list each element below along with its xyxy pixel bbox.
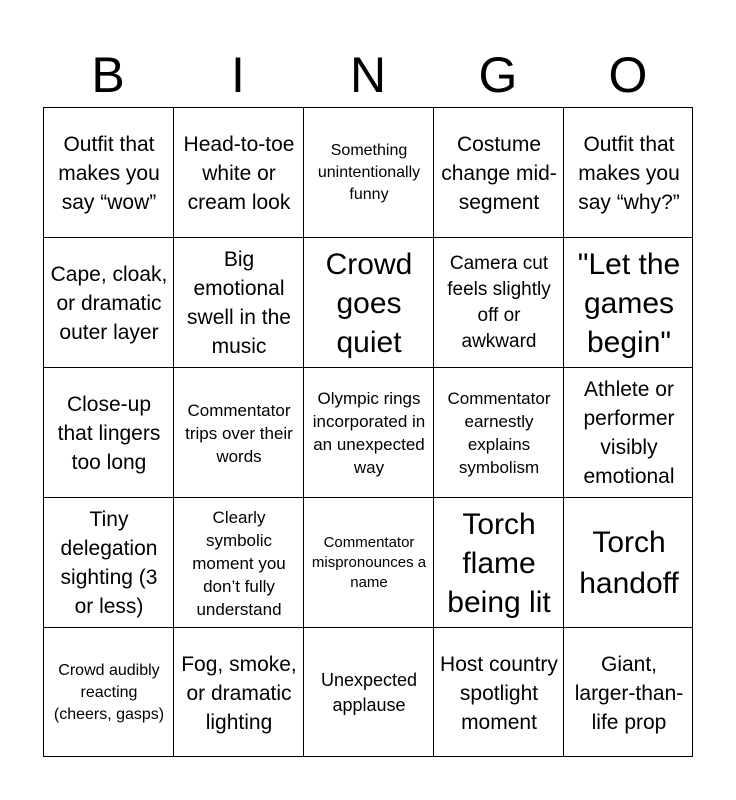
bingo-cell[interactable]	[44, 368, 174, 498]
grid-divider	[44, 627, 692, 628]
bingo-cell[interactable]	[434, 628, 564, 758]
cell-text: Costume change mid-segment	[441, 132, 557, 214]
cell-text: Unexpected applause	[320, 670, 418, 715]
bingo-cell[interactable]	[564, 108, 694, 238]
bingo-cell[interactable]	[434, 238, 564, 368]
header-letter-i: I	[231, 47, 245, 103]
cell-text: Outfit that makes you say “wow”	[58, 132, 160, 214]
cell-text: Big emotional swell in the music	[187, 248, 291, 358]
cell-text: Tiny delegation sighting (3 or less)	[60, 508, 158, 618]
header-letter-n: N	[349, 47, 387, 103]
cell-text: Giant, larger-than-life prop	[574, 652, 684, 734]
cell-text: Commentator mispronounces a name	[311, 534, 427, 591]
cell-text: Commentator earnestly explains symbolism	[447, 389, 551, 477]
cell-text: Cape, cloak, or dramatic outer layer	[50, 262, 168, 344]
cell-text: Clearly symbolic moment you don’t fully understand	[192, 507, 286, 619]
cell-text: Outfit that makes you say “why?”	[578, 132, 680, 214]
bingo-cell[interactable]	[304, 368, 434, 498]
bingo-cell[interactable]	[174, 238, 304, 368]
grid-divider	[44, 237, 692, 238]
cell-text: Camera cut feels slightly off or awkward	[447, 253, 551, 352]
cell-text: Host country spotlight moment	[440, 652, 558, 734]
cell-text: Fog, smoke, or dramatic lighting	[181, 652, 297, 734]
cell-text: Head-to-toe white or cream look	[183, 132, 295, 214]
bingo-cell[interactable]	[564, 628, 694, 758]
cell-text: Something unintentionally funny	[317, 142, 421, 203]
bingo-cell[interactable]	[174, 628, 304, 758]
bingo-cell[interactable]	[304, 628, 434, 758]
bingo-cell[interactable]	[434, 498, 564, 628]
bingo-cell[interactable]	[564, 498, 694, 628]
cell-text: Crowd goes quiet	[325, 247, 413, 359]
cell-text: Crowd audibly reacting (cheers, gasps)	[53, 662, 165, 723]
grid-divider	[173, 108, 174, 756]
bingo-cell[interactable]	[564, 238, 694, 368]
cell-text: Athlete or performer visibly emotional	[583, 378, 675, 488]
bingo-cell[interactable]	[304, 498, 434, 628]
cell-text: Torch handoff	[579, 526, 679, 600]
header-letter-g: G	[478, 47, 518, 103]
cell-text: Close-up that lingers too long	[57, 392, 161, 474]
bingo-cell[interactable]	[304, 108, 434, 238]
grid-divider	[303, 108, 304, 756]
grid-divider	[433, 108, 434, 756]
bingo-cell[interactable]	[564, 368, 694, 498]
grid-divider	[563, 108, 564, 756]
cell-text: Olympic rings incorporated in an unexpected way	[312, 389, 426, 477]
bingo-cell[interactable]	[44, 108, 174, 238]
cell-text: Torch flame being lit	[447, 507, 551, 619]
grid-divider	[44, 497, 692, 498]
bingo-cell[interactable]	[44, 628, 174, 758]
bingo-cell[interactable]	[44, 498, 174, 628]
bingo-board	[43, 107, 693, 757]
bingo-header	[43, 44, 693, 106]
cell-text: "Let the games begin"	[577, 247, 681, 359]
bingo-cell[interactable]	[44, 238, 174, 368]
bingo-cell[interactable]	[304, 238, 434, 368]
bingo-cell[interactable]	[434, 108, 564, 238]
grid-divider	[44, 367, 692, 368]
bingo-cell[interactable]	[174, 108, 304, 238]
bingo-cell[interactable]	[434, 368, 564, 498]
bingo-cell[interactable]	[174, 498, 304, 628]
header-letter-o: O	[608, 47, 648, 103]
cell-text: Commentator trips over their words	[185, 400, 293, 466]
header-letter-b: B	[91, 47, 125, 103]
bingo-cell[interactable]	[174, 368, 304, 498]
